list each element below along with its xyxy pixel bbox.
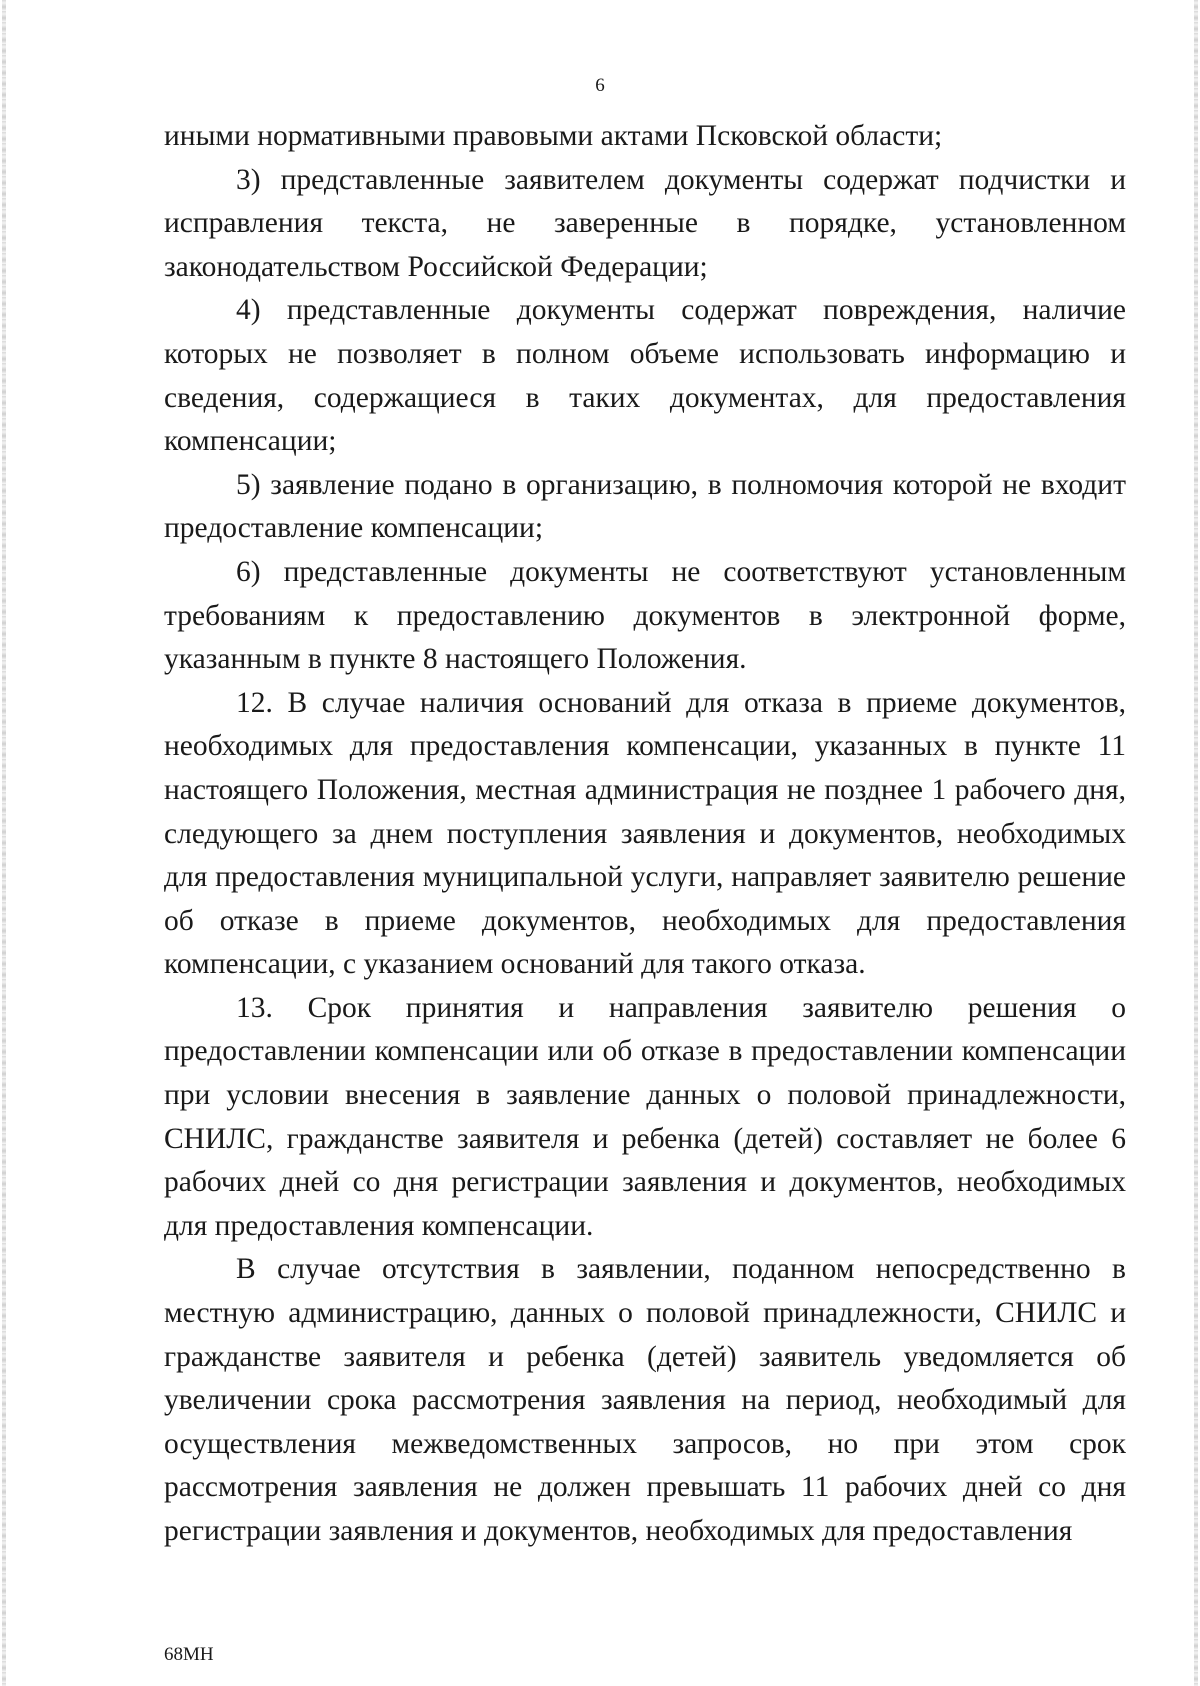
- footer-code: 68МН: [164, 1644, 214, 1665]
- paragraph-clause-12: 12. В случае наличия оснований для отказа в приеме документов, необходимых для предоставления компенсации, указанных в пункте 11 настоящего Положения, местная администрация не позднее 1 рабочего дня, следующего за днем поступления заявления и документов, необходимых для предоставления муниципальной услуги, направляет заявителю решение об отказе в приеме документов, необходимых для предоставления компенсации, с указанием оснований для такого отказа.: [164, 686, 1126, 981]
- paragraph-clause-13: 13. Срок принятия и направления заявителю решения о предоставлении компенсации или об отказе в предоставлении компенсации при условии внесения в заявление данных о половой принадлежности, СНИЛС, гражданстве заявителя и ребенка (детей) составляет не более 6 рабочих дней со дня регистрации заявления и документов, необходимых для предоставления компенсации.: [164, 991, 1126, 1242]
- paragraph-item-4: 4) представленные документы содержат повреждения, наличие которых не позволяет в полном объеме использовать информацию и сведения, содержащиеся в таких документах, для предоставления компенсации;: [164, 294, 1126, 458]
- paragraph-item-5: 5) заявление подано в организацию, в полномочия которой не входит предоставление компенсации;: [164, 468, 1126, 545]
- paragraph-item-6: 6) представленные документы не соответствуют установленным требованиям к предоставлению документов в электронной форме, указанным в пункте 8 настоящего Положения.: [164, 555, 1126, 676]
- paragraph-absence-case: В случае отсутствия в заявлении, поданном непосредственно в местную администрацию, данных о половой принадлежности, СНИЛС и гражданстве заявителя и ребенка (детей) заявитель уведомляется об увеличении срока рассмотрения заявления на период, необходимый для осуществления межведомственных запросов, но при этом срок рассмотрения заявления не должен превышать 11 рабочих дней со дня регистрации заявления и документов, необходимых для предоставления: [164, 1253, 1126, 1547]
- page-number: 6: [595, 75, 605, 96]
- paragraph-item-3: 3) представленные заявителем документы содержат подчистки и исправления текста, не заверенные в порядке, установленном законодательством Российской Федерации;: [164, 163, 1126, 283]
- scan-edge-right: [1194, 0, 1198, 1686]
- document-body: [164, 115, 1126, 1554]
- scan-edge-left: [2, 0, 6, 1686]
- paragraph-continuation: иными нормативными правовыми актами Псковской области;: [164, 120, 943, 152]
